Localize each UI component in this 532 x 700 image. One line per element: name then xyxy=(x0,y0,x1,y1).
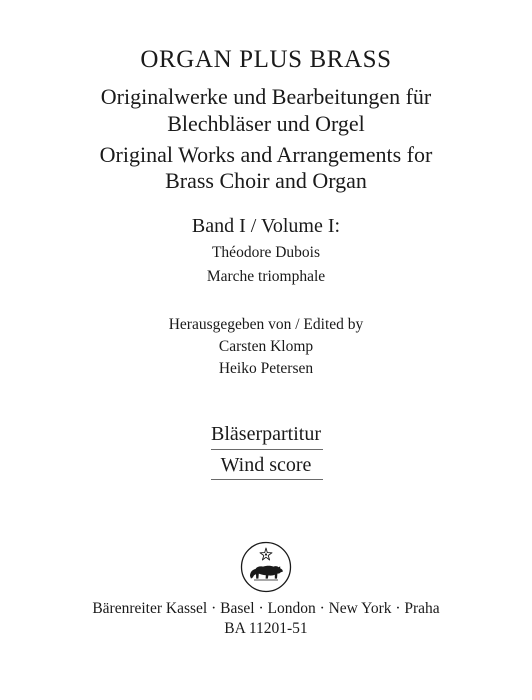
editor-name: Heiko Petersen xyxy=(218,360,314,377)
score-type-english: Wind score xyxy=(220,454,312,476)
series-title: ORGAN PLUS BRASS xyxy=(140,46,392,73)
composer-name: Théodore Dubois xyxy=(211,244,321,261)
subtitle-english-line-1: Original Works and Arrangements for xyxy=(99,142,433,167)
editor-name: Carsten Klomp xyxy=(218,338,314,355)
divider xyxy=(211,449,323,450)
subtitle-german-line-2: Blechbläser und Orgel xyxy=(167,111,365,136)
divider xyxy=(211,479,323,480)
subtitle-german-line-1: Originalwerke und Bearbeitungen für xyxy=(100,84,432,109)
subtitle-english-line-2: Brass Choir and Organ xyxy=(165,168,367,193)
score-type-german: Bläserpartitur xyxy=(211,423,321,445)
publisher-imprint: Bärenreiter Kassel · Basel · London · New York · Praha xyxy=(92,600,440,617)
catalog-number: BA 11201-51 xyxy=(224,620,308,637)
editors-label: Herausgegeben von / Edited by xyxy=(168,316,364,333)
baerenreiter-bear-star-logo-icon xyxy=(240,541,292,593)
volume-label: Band I / Volume I: xyxy=(191,215,341,237)
work-title: Marche triomphale xyxy=(206,268,326,285)
